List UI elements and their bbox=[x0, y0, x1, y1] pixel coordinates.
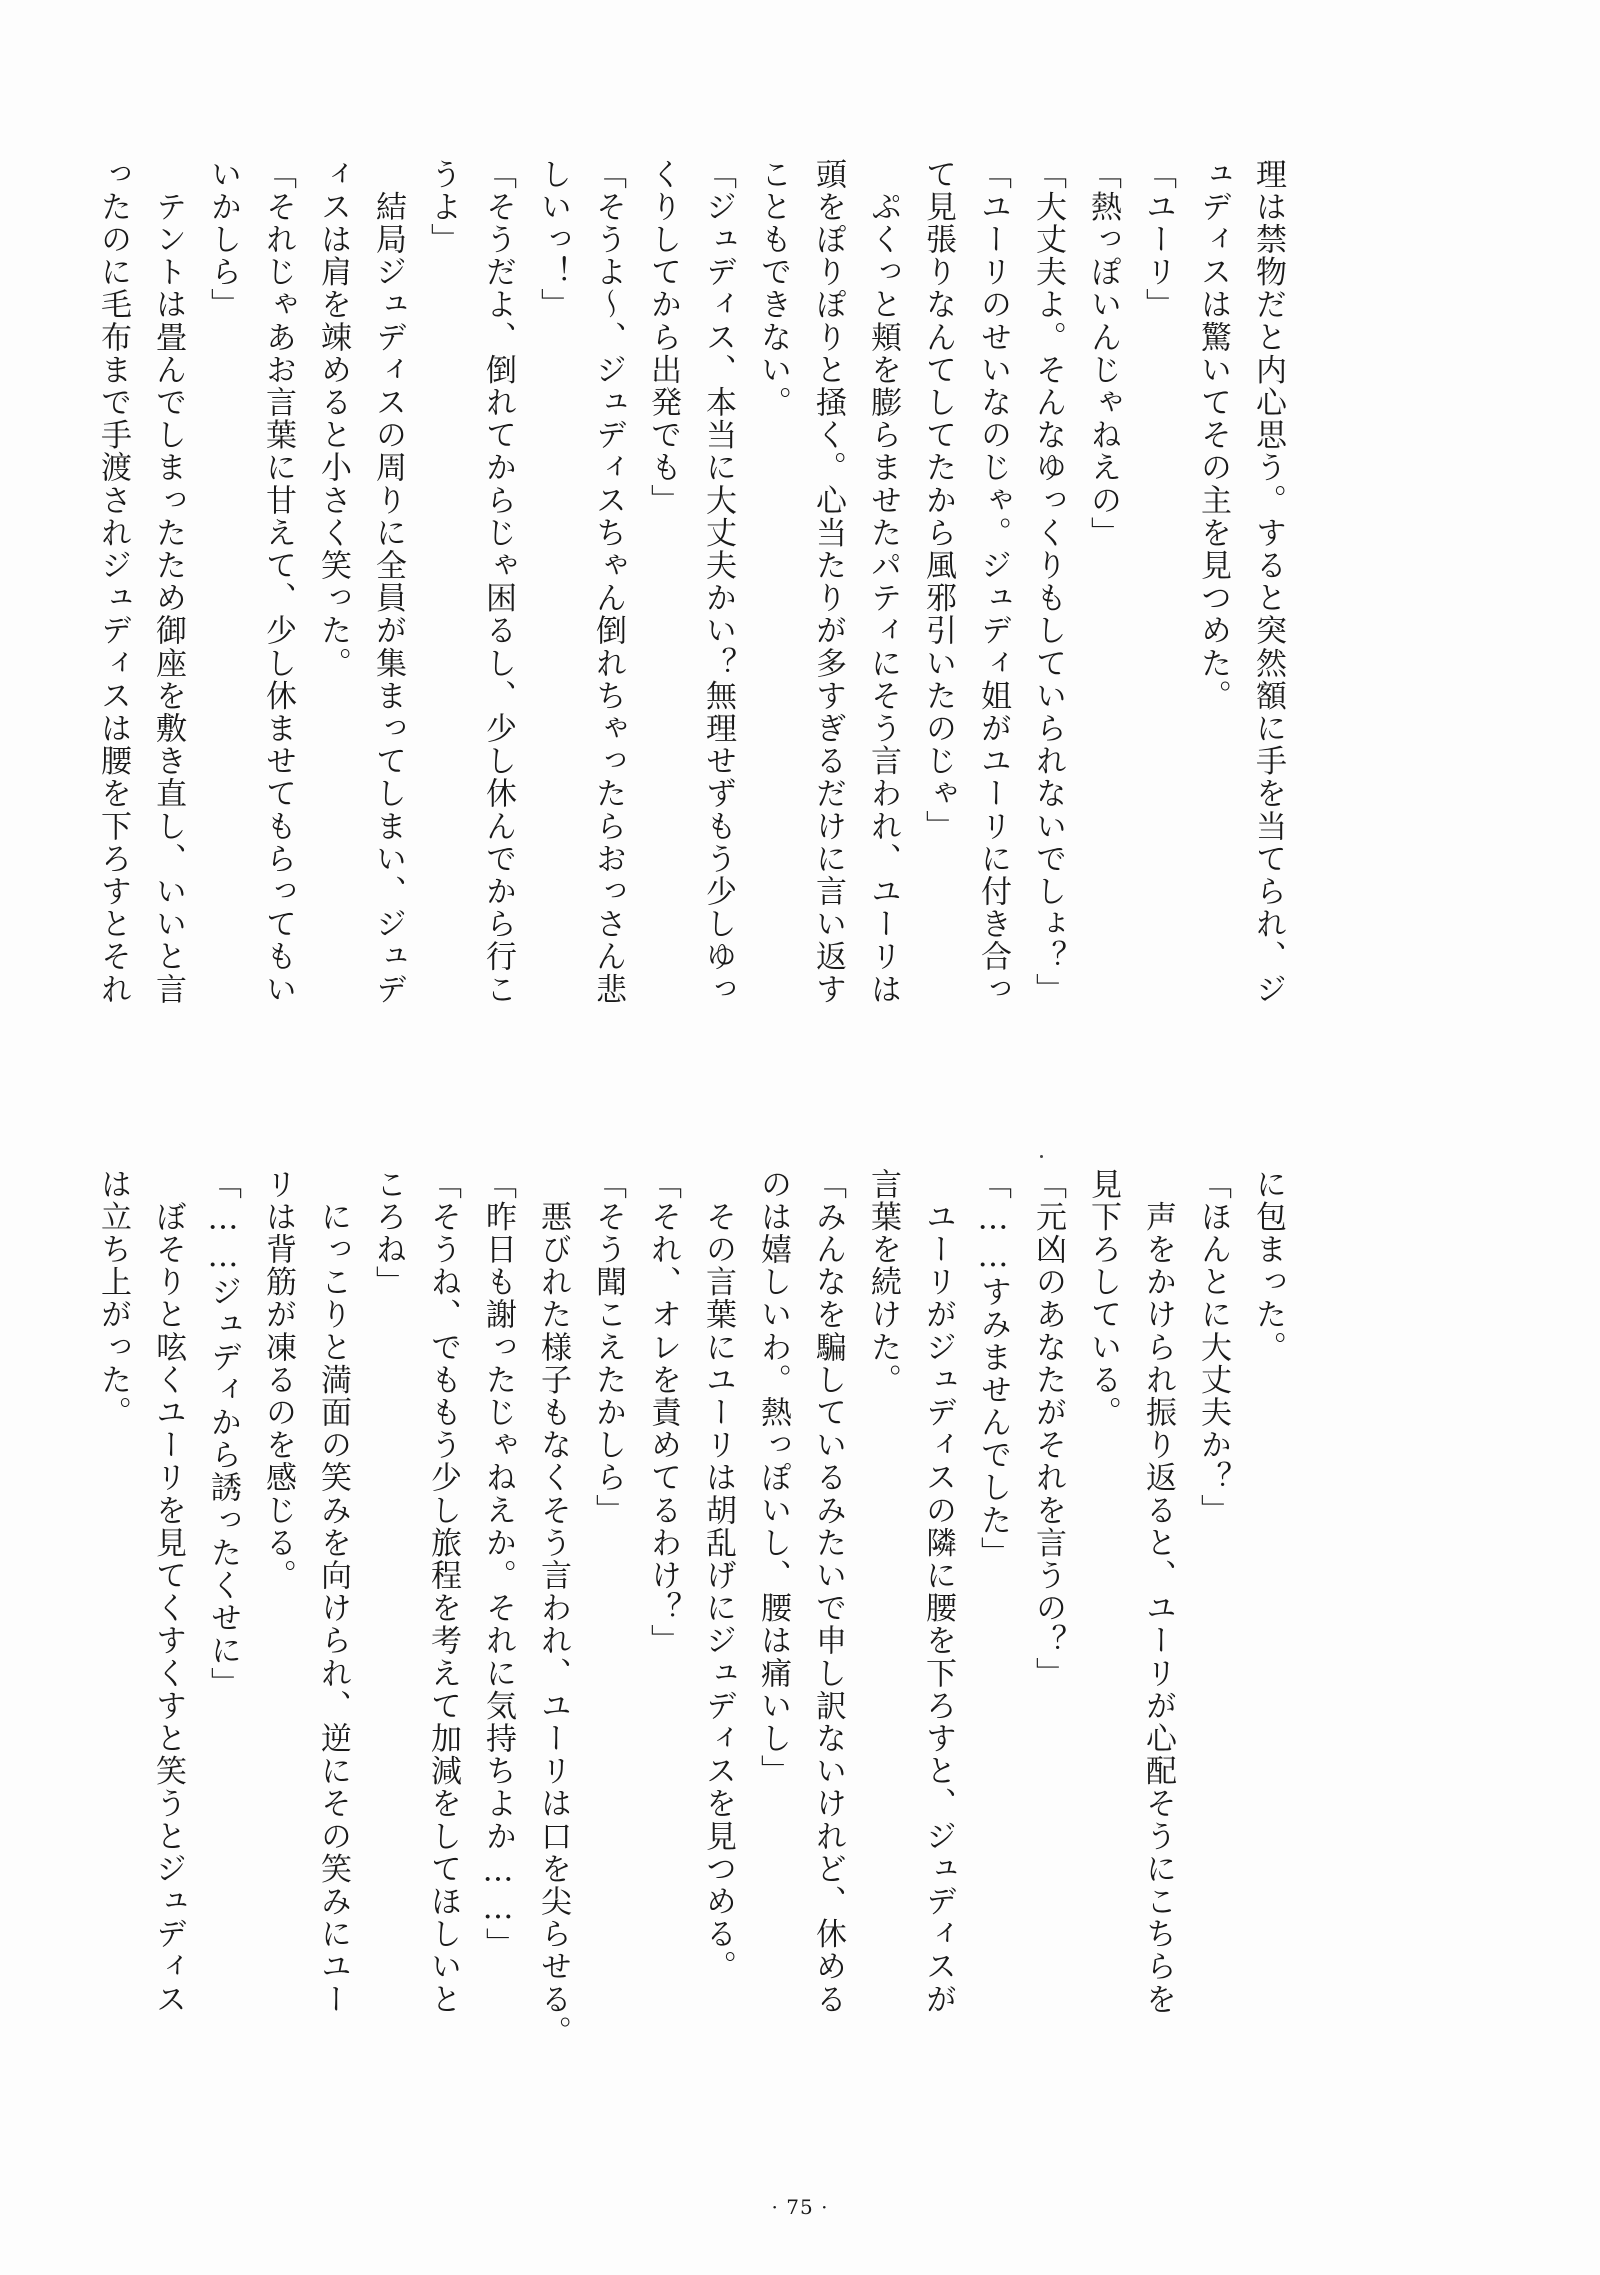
text-line: ュディスは驚いてその主を見つめた。 bbox=[1195, 158, 1231, 713]
text-line: 「そうだよ、倒れてからじゃ困るし、少し休んでから行こ bbox=[480, 158, 516, 1006]
text-line: ィスは肩を竦めると小さく笑った。 bbox=[315, 158, 351, 680]
text-line: て見張りなんてしてたから風邪引いたのじゃ」 bbox=[920, 158, 956, 843]
text-line: いかしら」 bbox=[205, 158, 241, 321]
text-line: のは嬉しいわ。熱っぽいし、腰は痛いし」 bbox=[755, 1168, 791, 1788]
text-block-top bbox=[95, 158, 1295, 1118]
text-line: 結局ジュディスの周りに全員が集まってしまい、ジュデ bbox=[370, 158, 406, 1006]
text-line: その言葉にユーリは胡乱げにジュディスを見つめる。 bbox=[700, 1168, 736, 1983]
text-line: 「……ジュディから誘ったくせに」 bbox=[205, 1168, 241, 1700]
text-line: 「ジュディス、本当に大丈夫かい？無理せずもう少しゆっ bbox=[700, 158, 736, 1006]
text-line: 「ユーリのせいなのじゃ。ジュディ姐がユーリに付き合っ bbox=[975, 158, 1011, 1006]
text-line: にっこりと満面の笑みを向けられ、逆にその笑みにユー bbox=[315, 1168, 351, 2016]
text-line: 言葉を続けた。 bbox=[865, 1168, 901, 1397]
text-line: ったのに毛布まで手渡されジュディスは腰を下ろすとそれ bbox=[95, 158, 131, 1006]
text-line: 「それじゃあお言葉に甘えて、少し休ませてもらってもい bbox=[260, 158, 296, 1006]
text-line: 「昨日も謝ったじゃねえか。それに気持ちよか……」 bbox=[480, 1168, 516, 1961]
text-line: に包まった。 bbox=[1250, 1168, 1286, 1364]
text-line: は立ち上がった。 bbox=[95, 1168, 131, 1429]
text-line: しいっ！」 bbox=[535, 158, 571, 321]
page-number: · 75 · bbox=[771, 2195, 829, 2219]
text-line: くりしてから出発でも」 bbox=[645, 158, 681, 517]
text-line: 「熱っぽいんじゃねえの」 bbox=[1085, 158, 1121, 550]
text-line: ユーリがジュディスの隣に腰を下ろすと、ジュディスが bbox=[920, 1168, 956, 2016]
text-line: 頭をぽりぽりと掻く。心当たりが多すぎるだけに言い返す bbox=[810, 158, 846, 1006]
text-line: ころね」 bbox=[370, 1168, 406, 1299]
scan-speck bbox=[1040, 1155, 1043, 1158]
text-line: 「それ、オレを責めてるわけ？」 bbox=[645, 1168, 681, 1657]
text-line: 「大丈夫よ。そんなゆっくりもしていられないでしょ？」 bbox=[1030, 158, 1066, 1006]
text-line: ぷくっと頬を膨らませたパティにそう言われ、ユーリは bbox=[865, 158, 901, 1006]
text-line: 「……すみませんでした」 bbox=[975, 1168, 1011, 1570]
text-line: うよ」 bbox=[425, 158, 461, 256]
text-line: 見下ろしている。 bbox=[1085, 1168, 1121, 1429]
text-line: 「そう聞こえたかしら」 bbox=[590, 1168, 626, 1527]
text-line: 声をかけられ振り返ると、ユーリが心配そうにこちらを bbox=[1140, 1168, 1176, 2016]
text-line: 「みんなを騙しているみたいで申し訳ないけれど、休める bbox=[810, 1168, 846, 2016]
text-line: 「そうよ～、ジュディスちゃん倒れちゃったらおっさん悲 bbox=[590, 158, 626, 1006]
text-line: 「ユーリ」 bbox=[1140, 158, 1176, 321]
text-line: 「元凶のあなたがそれを言うの？」 bbox=[1030, 1168, 1066, 1690]
text-line: ぼそりと呟くユーリを見てくすくすと笑うとジュディス bbox=[150, 1168, 186, 2016]
text-block-bottom bbox=[95, 1168, 1295, 2108]
text-line: 理は禁物だと内心思う。すると突然額に手を当てられ、ジ bbox=[1250, 158, 1286, 1006]
text-line: 悪びれた様子もなくそう言われ、ユーリは口を尖らせる。 bbox=[535, 1168, 571, 2049]
text-line: 「ほんとに大丈夫か？」 bbox=[1195, 1168, 1231, 1527]
text-line: 「そうね、でももう少し旅程を考えて加減をしてほしいと bbox=[425, 1168, 461, 2016]
text-line: テントは畳んでしまったため御座を敷き直し、いいと言 bbox=[150, 158, 186, 1006]
text-line: こともできない。 bbox=[755, 158, 791, 419]
text-line: リは背筋が凍るのを感じる。 bbox=[260, 1168, 296, 1592]
